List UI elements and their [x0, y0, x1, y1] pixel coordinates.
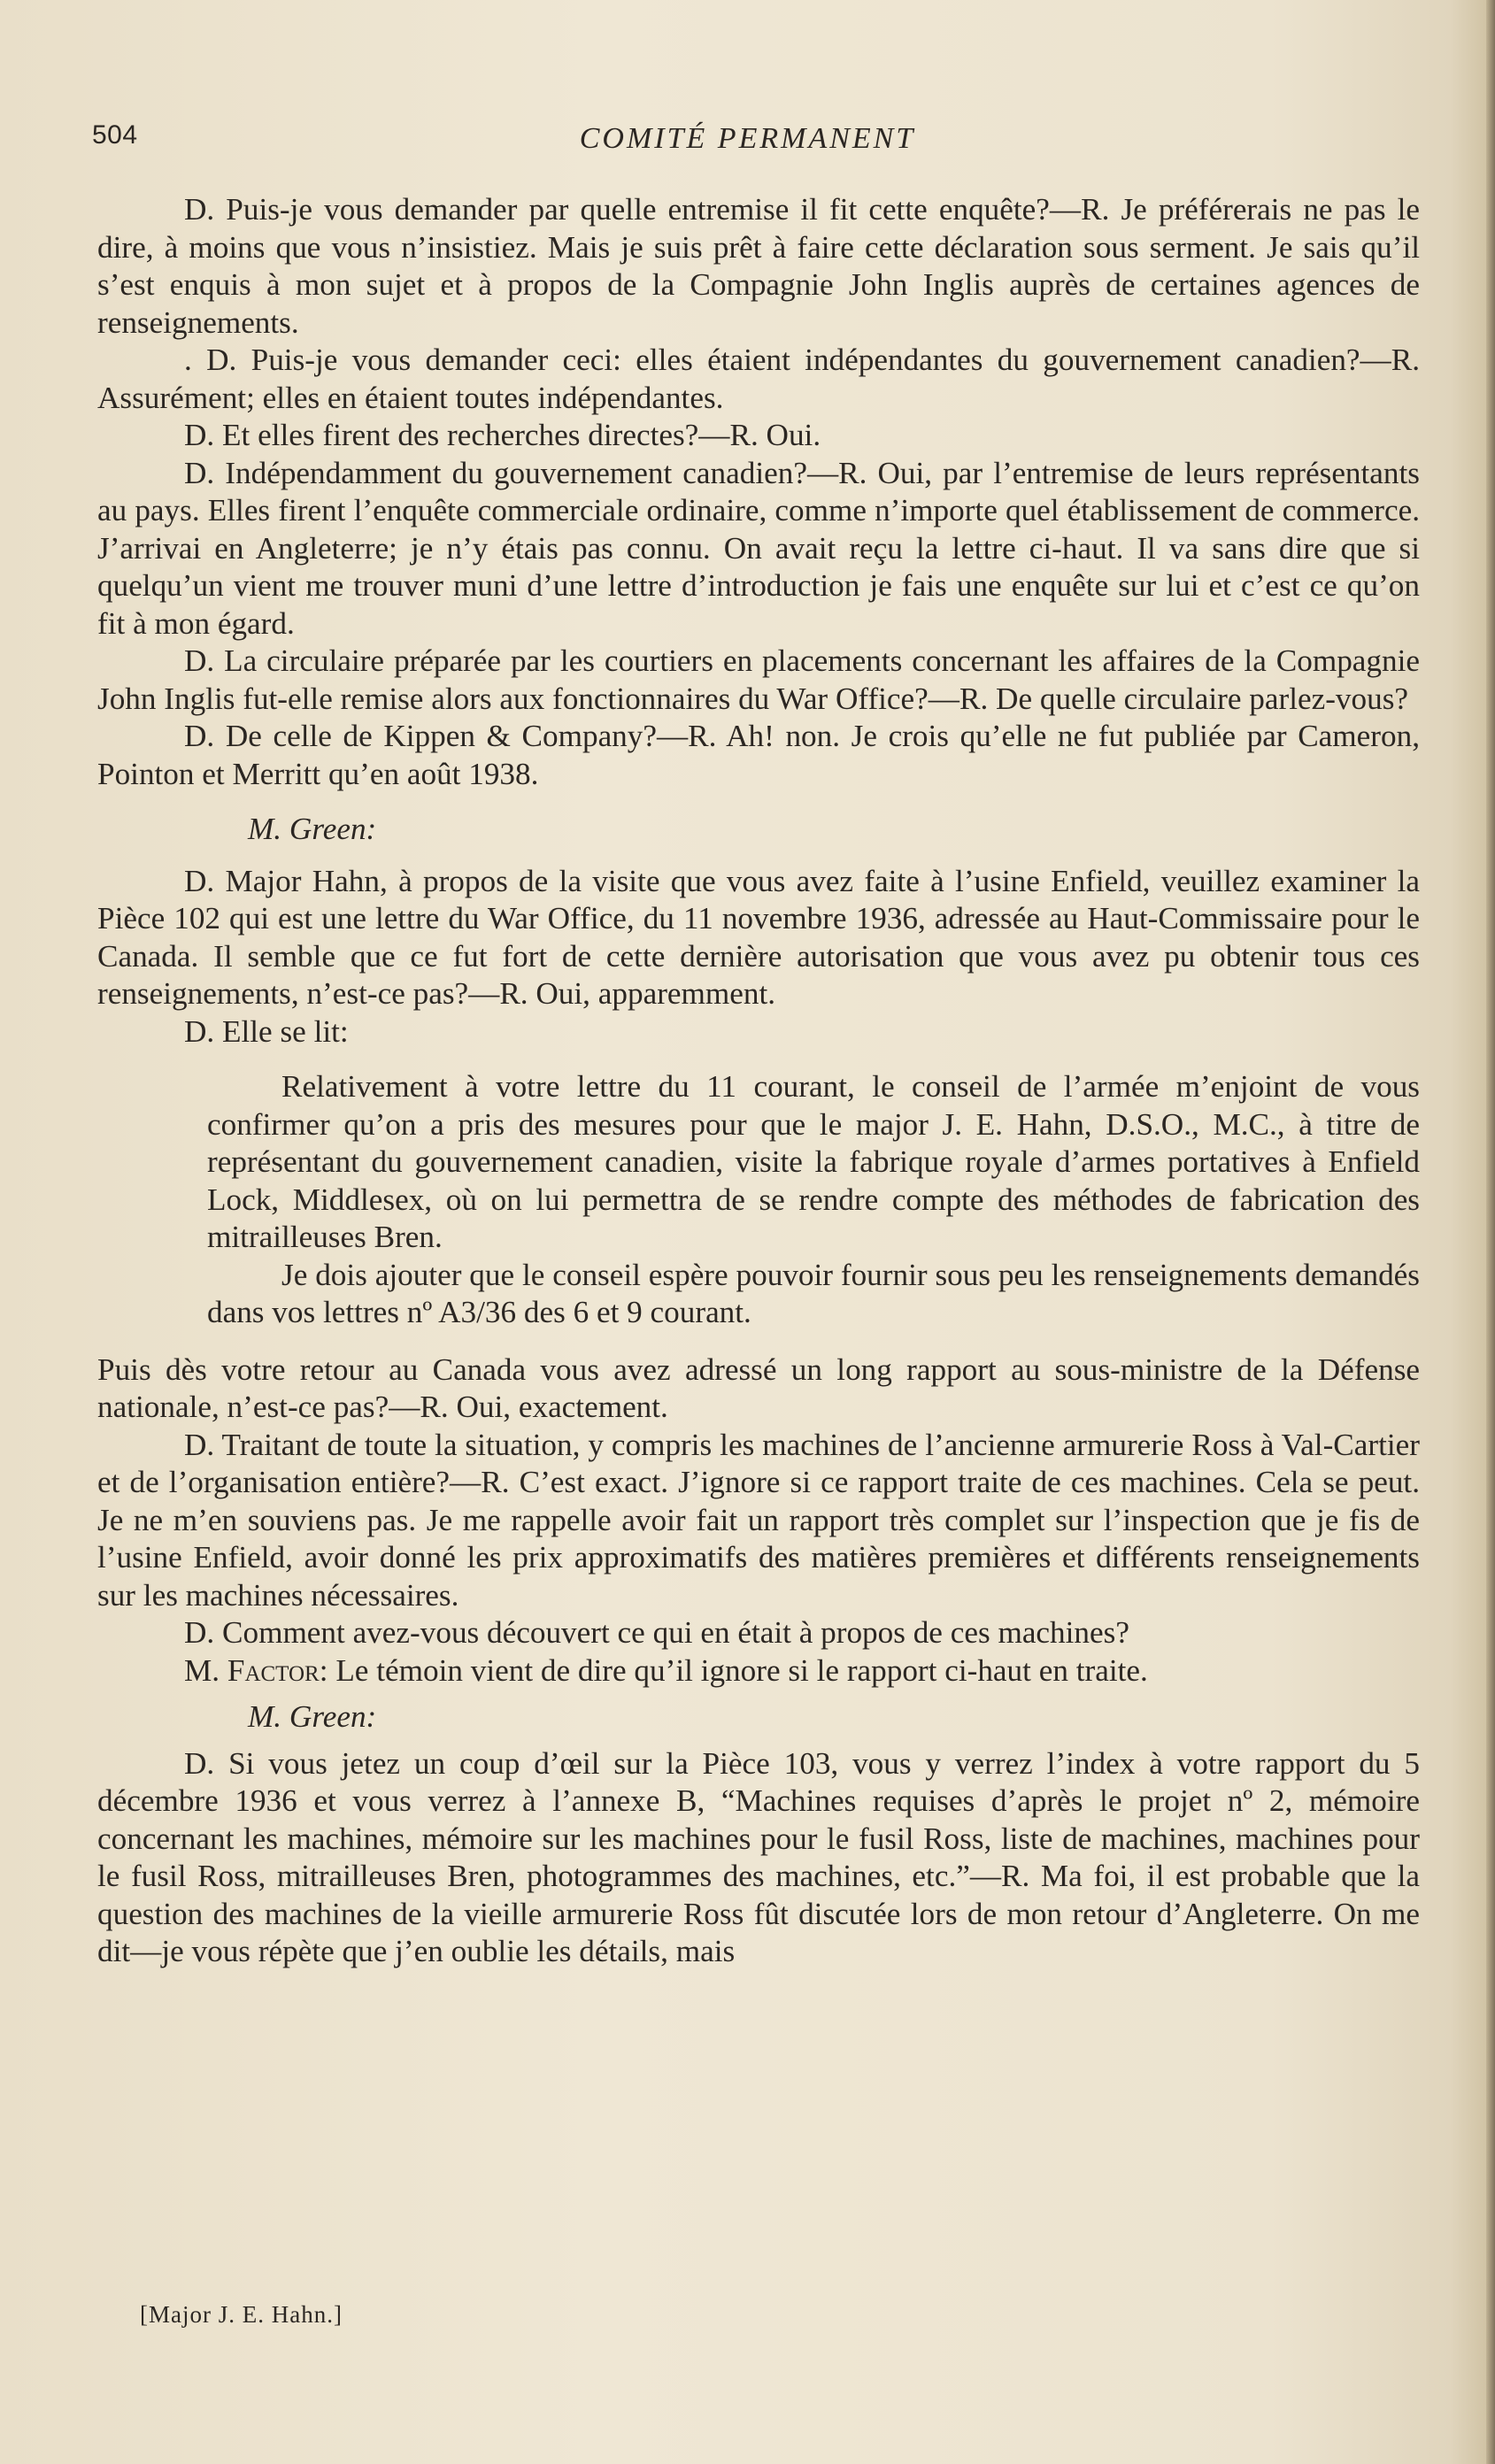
paragraph: D. Comment avez-vous découvert ce qui en était à propos de ces machines? [184, 1615, 1129, 1650]
page-number: 504 [92, 120, 138, 150]
speaker-name: M. Factor: [184, 1652, 328, 1688]
paragraph: D. La circulaire préparée par les courtiers en placements concernant les affaires de la Compagnie John Inglis fut-elle remise alors aux fonctionnaires du War Office?—R. De quelle circulaire parlez-vous? [97, 643, 1420, 716]
witness-footer: [Major J. E. Hahn.] [140, 2301, 343, 2328]
paragraph [97, 1652, 1420, 1690]
speaker-heading: M. Green: [248, 812, 377, 846]
page-edge-shadow [1486, 0, 1495, 2464]
quote-paragraph: Relativement à votre lettre du 11 courant, le conseil de l’armée m’enjoint de vous confirmer qu’on a pris des mesures pour que le major J. E. Hahn, D.S.O., M.C., à titre de représentant du gouvernement canadien, visite la fabrique royale d’armes portatives à Enfield Lock, Middlesex, où on lui permettra de se rendre compte des méthodes de fabrication des mitrailleuses Bren. [207, 1069, 1420, 1254]
paragraph: D. Major Hahn, à propos de la visite que vous avez faite à l’usine Enfield, veuillez examiner la Pièce 102 qui est une lettre du War Office, du 11 novembre 1936, adressée au Haut-Commissaire pour le Canada. Il semble que ce fut fort de cette dernière autorisation que vous avez pu obtenir tous ces renseignements, n’est-ce pas?—R. Oui, apparemment. [97, 863, 1420, 1011]
running-title: COMITÉ PERMANENT [579, 122, 916, 155]
body-text [97, 191, 1420, 1971]
paragraph: D. Elle se lit: [184, 1013, 349, 1049]
paragraph: . D. Puis-je vous demander ceci: elles étaient indépendantes du gouvernement canadien?—R. Assurément; elles en étaient toutes indépendantes. [97, 343, 1420, 415]
paragraph: D. Traitant de toute la situation, y compris les machines de l’ancienne armurerie Ross à Val-Cartier et de l’organisation entière?—R. C’est exact. J’ignore si ce rapport traite de ces machines. Cela se peut. Je ne m’en souviens pas. Je me rappelle avoir fait un rapport très complet sur l’inspection que je fis de l’usine Enfield, avoir donné les prix approximatifs des matières premières et différents renseignements sur les machines nécessaires. [97, 1427, 1420, 1613]
paragraph: D. De celle de Kippen & Company?—R. Ah! non. Je crois qu’elle ne fut publiée par Cameron, Pointon et Merritt qu’en août 1938. [97, 719, 1420, 791]
paragraph: D. Si vous jetez un coup d’œil sur la Pièce 103, vous y verrez l’index à votre rapport du 5 décembre 1936 et vous verrez à l’annexe B, “Machines requises d’après le projet nº 2, mémoire concernant les machines, mémoire sur les machines pour le fusil Ross, liste de machines, machines pour le fusil Ross, mitrailleuses Bren, photogrammes des machines, etc.”—R. Ma foi, il est probable que la question des machines de la vieille armurerie Ross fût discutée lors de mon retour d’Angleterre. On me dit—je vous répète que j’en oublie les détails, mais [97, 1745, 1420, 1968]
speaker-remark: Le témoin vient de dire qu’il ignore si le rapport ci-haut en traite. [335, 1652, 1148, 1688]
block-quote [207, 1068, 1420, 1332]
quote-paragraph: Je dois ajouter que le conseil espère pouvoir fournir sous peu les renseignements demandés dans vos lettres nº A3/36 des 6 et 9 courant. [207, 1257, 1420, 1329]
paragraph: D. Indépendamment du gouvernement canadien?—R. Oui, par l’entremise de leurs représentants au pays. Elles firent l’enquête commerciale ordinaire, comme n’importe quel établissement de commerce. J’arrivai en Angleterre; je n’y étais pas connu. On avait reçu la lettre ci-haut. Il va sans dire que si quelqu’un vient me trouver muni d’une lettre d’introduction je fais une enquête sur lui et c’est ce qu’on fit à mon égard. [97, 455, 1420, 641]
speaker-heading: M. Green: [248, 1699, 377, 1734]
paragraph: Puis dès votre retour au Canada vous avez adressé un long rapport au sous-ministre de la Défense nationale, n’est-ce pas?—R. Oui, exactement. [97, 1351, 1420, 1424]
paragraph: D. Puis-je vous demander par quelle entremise il fit cette enquête?—R. Je préférerais ne pas le dire, à moins que vous n’insistiez. Mais je suis prêt à faire cette déclaration sous serment. Je sais qu’il s’est enquis à mon sujet et à propos de la Compagnie John Inglis auprès de certaines agences de renseignements. [97, 192, 1420, 340]
paragraph: D. Et elles firent des recherches directes?—R. Oui. [184, 418, 821, 452]
